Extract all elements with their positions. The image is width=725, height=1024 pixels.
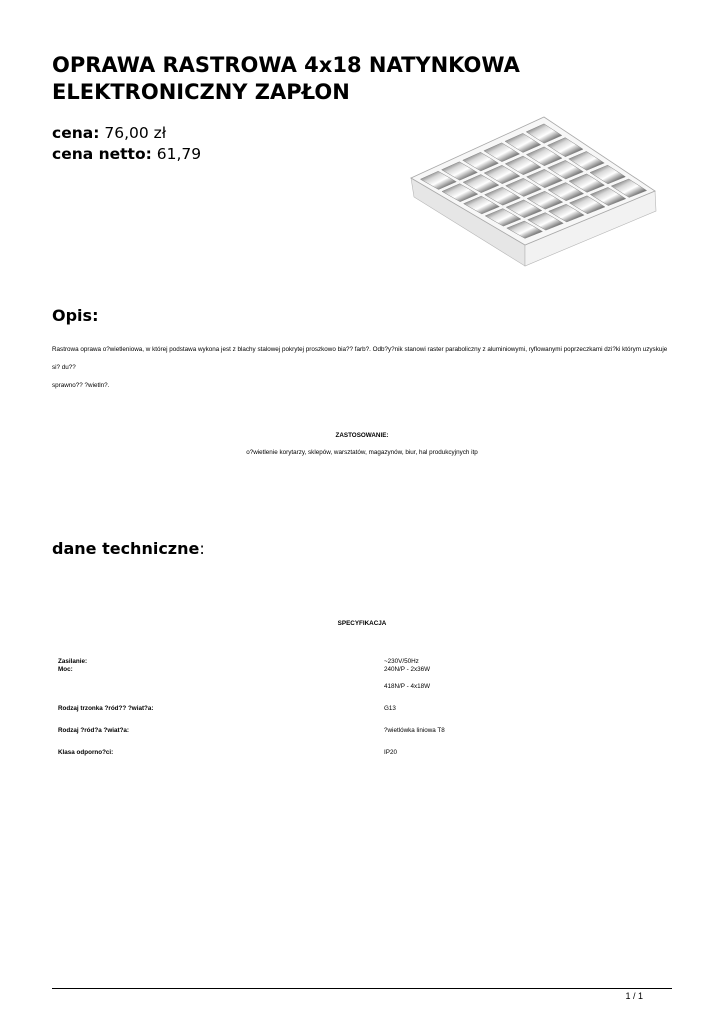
gross-price-label: cena: <box>52 124 100 142</box>
description-line2: sprawno?? ?wietln?. <box>52 382 110 389</box>
luminaire-image <box>405 105 665 280</box>
spec-value-light-source: ?wietlówka liniowa T8 <box>384 727 445 734</box>
technical-heading <box>52 539 205 558</box>
gross-price-value: 76,00 zł <box>104 124 167 142</box>
spec-label-socket: Rodzaj trzonka ?ród?? ?wiat?a: <box>58 705 154 712</box>
product-title <box>52 52 652 106</box>
product-title-line1: OPRAWA RASTROWA 4x18 NATYNKOWA <box>52 53 520 77</box>
footer-divider <box>52 988 672 989</box>
price-block <box>52 123 201 165</box>
net-price-value: 61,79 <box>156 145 202 163</box>
spec-value-socket: G13 <box>384 705 396 712</box>
spec-value-power-supply: ~230V/50Hz <box>384 658 419 665</box>
description-heading: Opis: <box>52 306 99 325</box>
technical-heading-colon: : <box>199 539 205 558</box>
technical-heading-text: dane techniczne <box>52 539 200 558</box>
net-price <box>52 144 201 165</box>
net-price-label: cena netto: <box>52 145 152 163</box>
spec-value-power: 240N/P - 2x36W <box>384 666 431 673</box>
spec-label-power: Moc: <box>58 666 73 673</box>
application-heading: ZASTOSOWANIE: <box>335 432 389 439</box>
product-title-line2: ELEKTRONICZNY ZAPŁON <box>52 80 350 104</box>
spec-heading: SPECYFIKACJA <box>337 620 387 627</box>
description-line1: Rastrowa oprawa o?wietleniowa, w której podstawa wykona jest z blachy stalowej pokrytej proszkowo bia?? farb?. Odb?y?nik stanowi raster paraboliczny z aluminiowymi, ryflowanymi poprzeczkami dzi?ki którym uzyskuje si? du?? <box>52 346 668 371</box>
application-text: o?wietlenie korytarzy, sklepów, warsztatów, magazynów, biur, hal produkcyjnych itp <box>246 449 478 456</box>
gross-price <box>52 123 201 144</box>
description-text <box>52 341 672 395</box>
page-number: 1 / 1 <box>625 991 643 1001</box>
spec-label-ip-class: Klasa odporno?ci: <box>58 749 114 756</box>
spec-value-power-alt: 418N/P - 4x18W <box>384 683 431 690</box>
spec-label-light-source: Rodzaj ?ród?a ?wiat?a: <box>58 727 130 734</box>
spec-value-ip-class: IP20 <box>384 749 397 756</box>
spec-label-power-supply: Zasilanie: <box>58 658 88 665</box>
